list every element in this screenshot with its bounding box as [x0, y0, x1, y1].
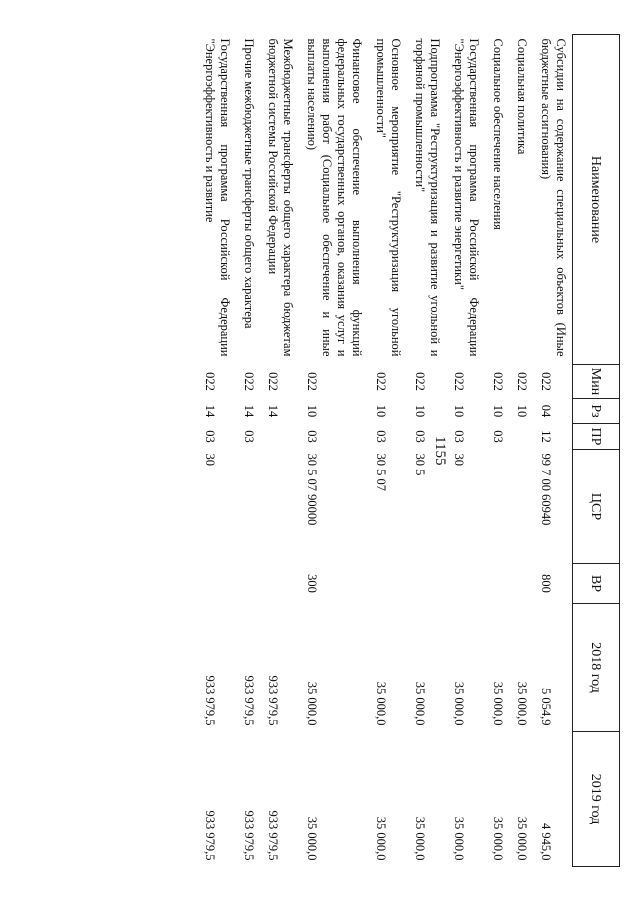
cell-csr	[509, 450, 533, 564]
cell-y2018: 35 000,0	[374, 681, 388, 726]
cell-pr: 03	[242, 430, 256, 443]
cell-rz: 10	[305, 404, 319, 418]
cell-name: Финансовое обеспечение выполнения функций федеральных государственных органов, оказания услуг и выполнения работ (Социальное обеспечение и иные выплаты населению)	[305, 38, 364, 357]
table-row	[509, 35, 533, 867]
cell-csr	[260, 450, 299, 564]
cell-y2018: 35 000,0	[491, 681, 505, 726]
cell-vr	[260, 564, 299, 604]
cell-rz: 10	[515, 404, 529, 418]
header-rz: Рз	[573, 399, 620, 424]
cell-vr	[485, 564, 509, 604]
cell-name: Межбюджетные трансферты общего характера бюджетам бюджетной системы Российской Федерации	[266, 38, 295, 357]
cell-min: 022	[413, 372, 427, 391]
cell-csr	[485, 450, 509, 564]
cell-name: Основное мероприятие "Реструктуризация угольной промышленности"	[374, 38, 403, 357]
cell-y2019: 35 000,0	[491, 816, 505, 861]
cell-csr: 30 5 07 90000	[305, 453, 319, 526]
cell-y2018: 35 000,0	[515, 681, 529, 726]
cell-min: 022	[242, 372, 256, 391]
cell-vr	[236, 564, 260, 604]
table-row	[446, 35, 485, 867]
cell-y2019: 35 000,0	[515, 816, 529, 861]
cell-pr: 03	[491, 430, 505, 443]
cell-rz: 10	[413, 404, 427, 418]
table-row	[236, 35, 260, 867]
cell-y2018: 933 979,5	[266, 675, 280, 726]
header-min: Мин	[573, 365, 620, 399]
cell-pr: 03	[203, 430, 217, 443]
header-2019: 2019 год	[573, 732, 620, 867]
cell-rz: 14	[242, 404, 256, 418]
cell-pr: 03	[452, 430, 466, 443]
cell-csr: 30	[203, 453, 217, 466]
header-pr: ПР	[573, 424, 620, 450]
cell-pr: 12	[539, 430, 553, 443]
cell-rz: 04	[539, 404, 553, 418]
cell-min: 022	[452, 372, 466, 391]
table-row	[368, 35, 407, 867]
table-row	[407, 35, 446, 867]
cell-vr	[197, 564, 236, 604]
cell-y2019: 933 979,5	[203, 810, 217, 861]
cell-y2018: 35 000,0	[305, 681, 319, 726]
cell-csr	[236, 450, 260, 564]
cell-vr	[368, 564, 407, 604]
cell-rz: 10	[491, 404, 505, 418]
cell-csr: 30	[452, 453, 466, 466]
cell-rz: 10	[452, 404, 466, 418]
cell-pr	[260, 424, 299, 450]
cell-min: 022	[491, 372, 505, 391]
cell-vr	[446, 564, 485, 604]
cell-csr: 30 5	[413, 453, 427, 476]
cell-min: 022	[374, 372, 388, 391]
cell-name: Прочие межбюджетные трансферты общего характера	[242, 38, 256, 329]
cell-min: 022	[515, 372, 529, 391]
cell-min: 022	[266, 372, 280, 391]
cell-name: Подпрограмма "Реструктуризация и развитие угольной и торфяной промышленности"	[413, 38, 442, 357]
header-csr: ЦСР	[573, 450, 620, 564]
cell-y2019: 35 000,0	[305, 816, 319, 861]
cell-min: 022	[203, 372, 217, 391]
cell-y2019: 35 000,0	[452, 816, 466, 861]
cell-y2018: 35 000,0	[452, 681, 466, 726]
cell-vr: 300	[305, 574, 319, 593]
cell-name: Социальная политика	[515, 38, 529, 155]
rotated-page	[100, 34, 620, 866]
cell-y2019: 35 000,0	[413, 816, 427, 861]
table-row	[260, 35, 299, 867]
cell-rz: 14	[266, 404, 280, 418]
cell-vr	[407, 564, 446, 604]
cell-name: Социальное обеспечение населения	[491, 38, 505, 230]
header-vr: ВР	[573, 564, 620, 604]
table-row	[533, 35, 573, 867]
header-2018: 2018 год	[573, 604, 620, 732]
cell-vr	[509, 564, 533, 604]
cell-pr: 03	[305, 430, 319, 443]
cell-pr: 03	[413, 430, 427, 443]
cell-vr: 800	[539, 574, 553, 593]
cell-y2019: 4 945,0	[539, 823, 553, 861]
cell-y2019: 933 979,5	[242, 810, 256, 861]
cell-pr	[509, 424, 533, 450]
cell-name: Субсидии на содержание специальных объектов (Иные бюджетные ассигнования)	[539, 38, 568, 357]
cell-pr: 03	[374, 430, 388, 443]
cell-y2018: 933 979,5	[203, 675, 217, 726]
table-row	[197, 35, 236, 867]
cell-name: Государственная программа Российской Федерации "Энергоэффективность и развитие энергетики"	[452, 38, 481, 357]
cell-rz: 10	[374, 404, 388, 418]
table-header-row	[573, 35, 620, 867]
table-row	[299, 35, 368, 867]
cell-csr: 30 5 07	[374, 453, 388, 491]
cell-name: Государственная программа Российской Федерации "Энергоэффективность и развитие	[203, 38, 232, 357]
cell-y2018: 5 054,9	[539, 688, 553, 726]
cell-y2019: 35 000,0	[374, 816, 388, 861]
page-number: 1155	[432, 436, 448, 466]
cell-min: 022	[305, 372, 319, 391]
cell-csr: 99 7 00 60940	[539, 453, 553, 526]
header-name: Наименование	[573, 35, 620, 365]
cell-y2018: 933 979,5	[242, 675, 256, 726]
cell-y2019: 933 979,5	[266, 810, 280, 861]
budget-table	[197, 34, 620, 867]
cell-min: 022	[539, 372, 553, 391]
cell-rz: 14	[203, 404, 217, 418]
table-row	[485, 35, 509, 867]
cell-y2018: 35 000,0	[413, 681, 427, 726]
